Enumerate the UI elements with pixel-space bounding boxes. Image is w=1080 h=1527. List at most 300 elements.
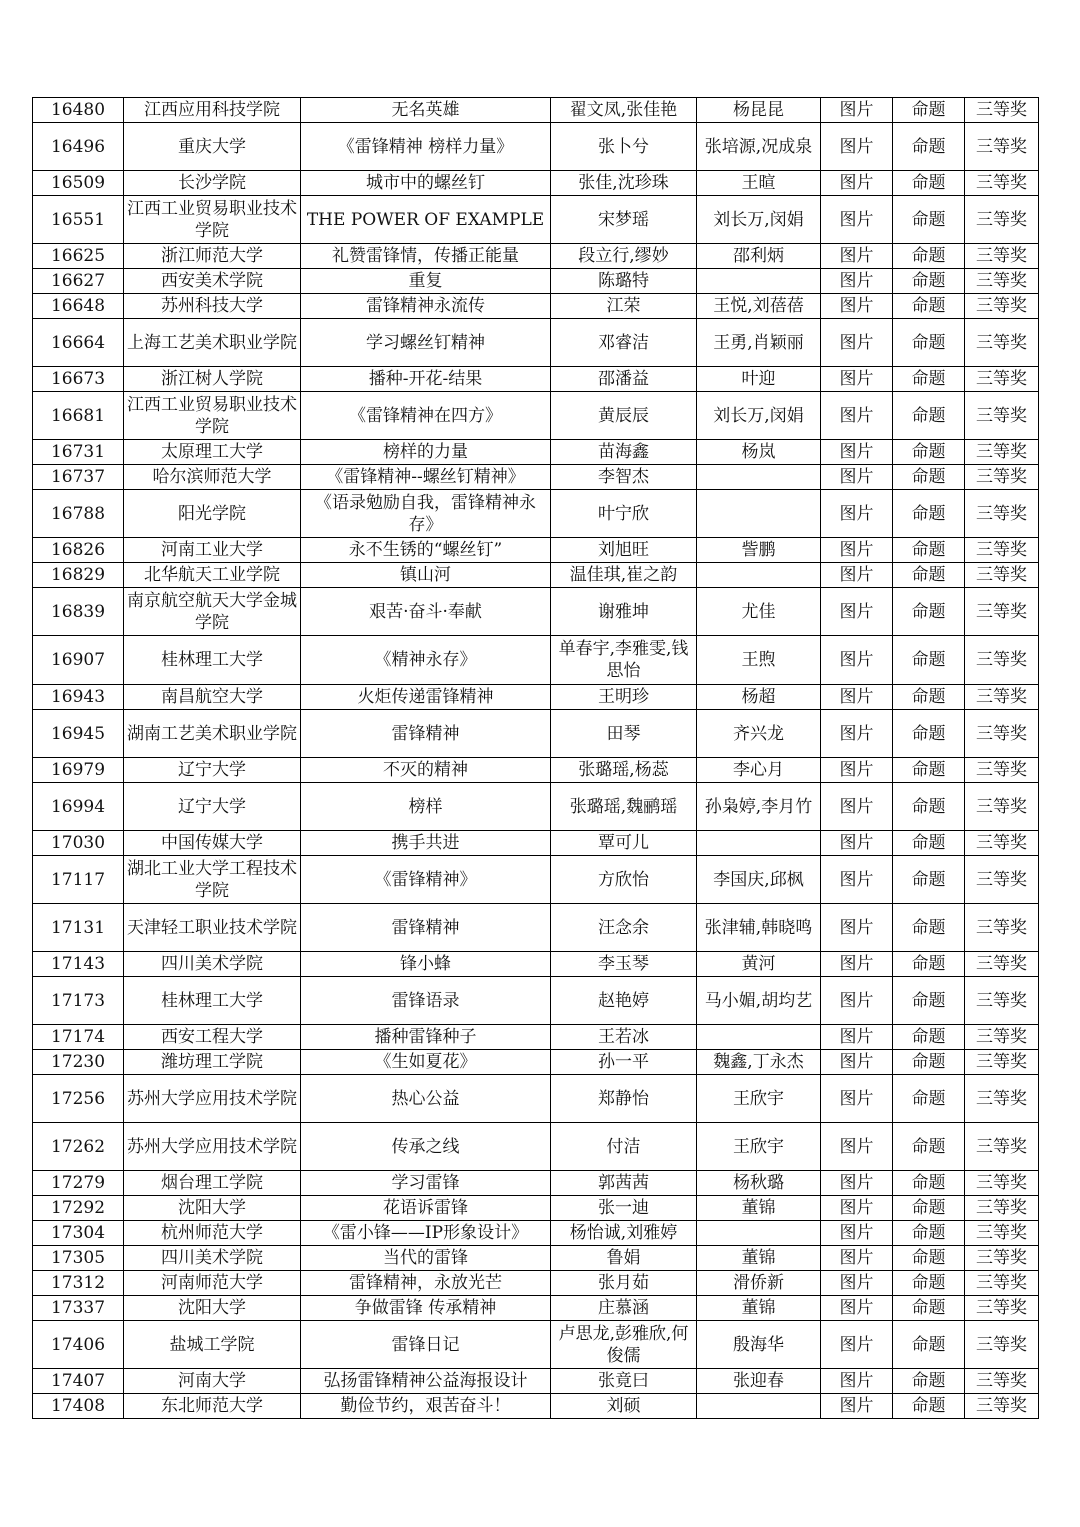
award-cell: 三等奖 xyxy=(965,1075,1039,1123)
award-cell: 三等奖 xyxy=(965,392,1039,440)
award-cell: 三等奖 xyxy=(965,367,1039,392)
award-cell: 三等奖 xyxy=(965,831,1039,856)
advisor-cell: 訾鹏 xyxy=(697,538,821,563)
title-cell: 榜样 xyxy=(301,783,551,831)
title-cell: 雷锋精神，永放光芒 xyxy=(301,1271,551,1296)
award-cell: 三等奖 xyxy=(965,1171,1039,1196)
award-cell: 三等奖 xyxy=(965,319,1039,367)
entry-id-cell: 16994 xyxy=(33,783,124,831)
advisor-cell xyxy=(697,1394,821,1419)
award-cell: 三等奖 xyxy=(965,269,1039,294)
title-cell: 热心公益 xyxy=(301,1075,551,1123)
type-cell: 命题 xyxy=(893,710,965,758)
type-cell: 命题 xyxy=(893,831,965,856)
category-cell: 图片 xyxy=(821,244,893,269)
author-cell: 江荣 xyxy=(551,294,697,319)
title-cell: 重复 xyxy=(301,269,551,294)
author-cell: 王若冰 xyxy=(551,1025,697,1050)
school-cell: 杭州师范大学 xyxy=(124,1221,301,1246)
advisor-cell xyxy=(697,831,821,856)
table-row xyxy=(33,1075,1039,1123)
entry-id-cell: 16551 xyxy=(33,196,124,244)
advisor-cell: 杨岚 xyxy=(697,440,821,465)
type-cell: 命题 xyxy=(893,783,965,831)
school-cell: 潍坊理工学院 xyxy=(124,1050,301,1075)
entry-id-cell: 17408 xyxy=(33,1394,124,1419)
advisor-cell: 李心月 xyxy=(697,758,821,783)
entry-id-cell: 17305 xyxy=(33,1246,124,1271)
author-cell: 刘旭旺 xyxy=(551,538,697,563)
category-cell: 图片 xyxy=(821,294,893,319)
author-cell: 邵潘益 xyxy=(551,367,697,392)
advisor-cell: 李国庆,邱枫 xyxy=(697,856,821,904)
title-cell: 学习雷锋 xyxy=(301,1171,551,1196)
type-cell: 命题 xyxy=(893,1271,965,1296)
award-cell: 三等奖 xyxy=(965,710,1039,758)
table-row xyxy=(33,1171,1039,1196)
type-cell: 命题 xyxy=(893,440,965,465)
title-cell: 锋小蜂 xyxy=(301,952,551,977)
category-cell: 图片 xyxy=(821,1369,893,1394)
title-cell: 火炬传递雷锋精神 xyxy=(301,685,551,710)
school-cell: 浙江师范大学 xyxy=(124,244,301,269)
category-cell: 图片 xyxy=(821,1271,893,1296)
award-cell: 三等奖 xyxy=(965,1050,1039,1075)
category-cell: 图片 xyxy=(821,1321,893,1369)
table-row xyxy=(33,952,1039,977)
table-row xyxy=(33,294,1039,319)
category-cell: 图片 xyxy=(821,490,893,538)
type-cell: 命题 xyxy=(893,294,965,319)
advisor-cell: 尤佳 xyxy=(697,588,821,636)
author-cell: 郑静怡 xyxy=(551,1075,697,1123)
award-cell: 三等奖 xyxy=(965,538,1039,563)
type-cell: 命题 xyxy=(893,490,965,538)
entry-id-cell: 16480 xyxy=(33,98,124,123)
award-cell: 三等奖 xyxy=(965,171,1039,196)
type-cell: 命题 xyxy=(893,1369,965,1394)
author-cell: 赵艳婷 xyxy=(551,977,697,1025)
table-row xyxy=(33,1321,1039,1369)
table-row xyxy=(33,1369,1039,1394)
school-cell: 四川美术学院 xyxy=(124,952,301,977)
type-cell: 命题 xyxy=(893,1171,965,1196)
type-cell: 命题 xyxy=(893,1123,965,1171)
entry-id-cell: 16945 xyxy=(33,710,124,758)
school-cell: 苏州科技大学 xyxy=(124,294,301,319)
category-cell: 图片 xyxy=(821,904,893,952)
author-cell: 苗海鑫 xyxy=(551,440,697,465)
title-cell: 勤俭节约，艰苦奋斗！ xyxy=(301,1394,551,1419)
entry-id-cell: 17292 xyxy=(33,1196,124,1221)
title-cell: 礼赞雷锋情，传播正能量 xyxy=(301,244,551,269)
table-row xyxy=(33,1050,1039,1075)
author-cell: 汪念余 xyxy=(551,904,697,952)
title-cell: 弘扬雷锋精神公益海报设计 xyxy=(301,1369,551,1394)
type-cell: 命题 xyxy=(893,1196,965,1221)
advisor-cell xyxy=(697,490,821,538)
title-cell: 城市中的螺丝钉 xyxy=(301,171,551,196)
school-cell: 南昌航空大学 xyxy=(124,685,301,710)
title-cell: 《雷锋精神 榜样力量》 xyxy=(301,123,551,171)
award-cell: 三等奖 xyxy=(965,1123,1039,1171)
type-cell: 命题 xyxy=(893,685,965,710)
table-row xyxy=(33,196,1039,244)
award-cell: 三等奖 xyxy=(965,1394,1039,1419)
type-cell: 命题 xyxy=(893,1246,965,1271)
type-cell: 命题 xyxy=(893,588,965,636)
award-cell: 三等奖 xyxy=(965,196,1039,244)
advisor-cell: 邵利炳 xyxy=(697,244,821,269)
advisor-cell: 黄河 xyxy=(697,952,821,977)
type-cell: 命题 xyxy=(893,171,965,196)
category-cell: 图片 xyxy=(821,1123,893,1171)
entry-id-cell: 16673 xyxy=(33,367,124,392)
category-cell: 图片 xyxy=(821,1075,893,1123)
advisor-cell: 王欣宇 xyxy=(697,1075,821,1123)
advisor-cell: 殷海华 xyxy=(697,1321,821,1369)
table-row xyxy=(33,1296,1039,1321)
school-cell: 湖北工业大学工程技术学院 xyxy=(124,856,301,904)
entry-id-cell: 16496 xyxy=(33,123,124,171)
school-cell: 四川美术学院 xyxy=(124,1246,301,1271)
advisor-cell: 董锦 xyxy=(697,1296,821,1321)
table-row xyxy=(33,563,1039,588)
award-cell: 三等奖 xyxy=(965,98,1039,123)
table-row xyxy=(33,1394,1039,1419)
advisor-cell: 张津辅,韩晓鸣 xyxy=(697,904,821,952)
table-row xyxy=(33,98,1039,123)
category-cell: 图片 xyxy=(821,1394,893,1419)
award-cell: 三等奖 xyxy=(965,1221,1039,1246)
type-cell: 命题 xyxy=(893,367,965,392)
entry-id-cell: 17030 xyxy=(33,831,124,856)
author-cell: 张卜兮 xyxy=(551,123,697,171)
entry-id-cell: 17230 xyxy=(33,1050,124,1075)
title-cell: 永不生锈的“螺丝钉” xyxy=(301,538,551,563)
author-cell: 谢雅坤 xyxy=(551,588,697,636)
author-cell: 付洁 xyxy=(551,1123,697,1171)
author-cell: 叶宁欣 xyxy=(551,490,697,538)
type-cell: 命题 xyxy=(893,319,965,367)
table-row xyxy=(33,904,1039,952)
author-cell: 张竟曰 xyxy=(551,1369,697,1394)
author-cell: 李玉琴 xyxy=(551,952,697,977)
entry-id-cell: 16731 xyxy=(33,440,124,465)
type-cell: 命题 xyxy=(893,904,965,952)
advisor-cell xyxy=(697,563,821,588)
type-cell: 命题 xyxy=(893,1221,965,1246)
author-cell: 宋梦瑶 xyxy=(551,196,697,244)
category-cell: 图片 xyxy=(821,758,893,783)
table-row xyxy=(33,1123,1039,1171)
title-cell: 雷锋语录 xyxy=(301,977,551,1025)
title-cell: 当代的雷锋 xyxy=(301,1246,551,1271)
entry-id-cell: 17312 xyxy=(33,1271,124,1296)
author-cell: 王明珍 xyxy=(551,685,697,710)
type-cell: 命题 xyxy=(893,1321,965,1369)
entry-id-cell: 16943 xyxy=(33,685,124,710)
advisor-cell: 杨超 xyxy=(697,685,821,710)
author-cell: 邓睿洁 xyxy=(551,319,697,367)
author-cell: 方欣怡 xyxy=(551,856,697,904)
advisor-cell: 刘长万,闵娟 xyxy=(697,392,821,440)
award-cell: 三等奖 xyxy=(965,1246,1039,1271)
title-cell: 《雷锋精神在四方》 xyxy=(301,392,551,440)
advisor-cell: 刘长万,闵娟 xyxy=(697,196,821,244)
category-cell: 图片 xyxy=(821,977,893,1025)
school-cell: 苏州大学应用技术学院 xyxy=(124,1075,301,1123)
school-cell: 重庆大学 xyxy=(124,123,301,171)
category-cell: 图片 xyxy=(821,98,893,123)
table-row xyxy=(33,392,1039,440)
school-cell: 西安美术学院 xyxy=(124,269,301,294)
title-cell: 学习螺丝钉精神 xyxy=(301,319,551,367)
school-cell: 北华航天工业学院 xyxy=(124,563,301,588)
table-row xyxy=(33,856,1039,904)
category-cell: 图片 xyxy=(821,563,893,588)
author-cell: 刘硕 xyxy=(551,1394,697,1419)
school-cell: 沈阳大学 xyxy=(124,1296,301,1321)
award-cell: 三等奖 xyxy=(965,244,1039,269)
type-cell: 命题 xyxy=(893,465,965,490)
title-cell: 携手共进 xyxy=(301,831,551,856)
advisor-cell: 王暄 xyxy=(697,171,821,196)
award-cell: 三等奖 xyxy=(965,758,1039,783)
school-cell: 江西应用科技学院 xyxy=(124,98,301,123)
type-cell: 命题 xyxy=(893,392,965,440)
advisor-cell: 王勇,肖颖丽 xyxy=(697,319,821,367)
entry-id-cell: 16826 xyxy=(33,538,124,563)
author-cell: 田琴 xyxy=(551,710,697,758)
school-cell: 辽宁大学 xyxy=(124,783,301,831)
table-row xyxy=(33,465,1039,490)
advisor-cell: 孙枭婷,李月竹 xyxy=(697,783,821,831)
award-cell: 三等奖 xyxy=(965,123,1039,171)
advisor-cell: 张培源,况成泉 xyxy=(697,123,821,171)
entry-id-cell: 16625 xyxy=(33,244,124,269)
table-row xyxy=(33,588,1039,636)
entry-id-cell: 17279 xyxy=(33,1171,124,1196)
school-cell: 天津轻工职业技术学院 xyxy=(124,904,301,952)
category-cell: 图片 xyxy=(821,123,893,171)
author-cell: 覃可儿 xyxy=(551,831,697,856)
table-row xyxy=(33,1271,1039,1296)
advisor-cell xyxy=(697,465,821,490)
category-cell: 图片 xyxy=(821,1025,893,1050)
author-cell: 庄慕涵 xyxy=(551,1296,697,1321)
entry-id-cell: 17117 xyxy=(33,856,124,904)
type-cell: 命题 xyxy=(893,952,965,977)
title-cell: 《语录勉励自我，雷锋精神永存》 xyxy=(301,490,551,538)
author-cell: 张一迪 xyxy=(551,1196,697,1221)
school-cell: 哈尔滨师范大学 xyxy=(124,465,301,490)
school-cell: 江西工业贸易职业技术学院 xyxy=(124,196,301,244)
title-cell: 《雷锋精神》 xyxy=(301,856,551,904)
award-cell: 三等奖 xyxy=(965,465,1039,490)
table-row xyxy=(33,440,1039,465)
advisor-cell: 王悦,刘蓓蓓 xyxy=(697,294,821,319)
award-cell: 三等奖 xyxy=(965,856,1039,904)
award-cell: 三等奖 xyxy=(965,563,1039,588)
table-row xyxy=(33,636,1039,685)
author-cell: 张月茹 xyxy=(551,1271,697,1296)
advisor-cell: 张迎春 xyxy=(697,1369,821,1394)
title-cell: 《精神永存》 xyxy=(301,636,551,685)
table-row xyxy=(33,685,1039,710)
advisor-cell xyxy=(697,1221,821,1246)
advisor-cell: 杨秋璐 xyxy=(697,1171,821,1196)
school-cell: 中国传媒大学 xyxy=(124,831,301,856)
author-cell: 黄辰辰 xyxy=(551,392,697,440)
author-cell: 张佳,沈珍珠 xyxy=(551,171,697,196)
school-cell: 烟台理工学院 xyxy=(124,1171,301,1196)
award-cell: 三等奖 xyxy=(965,636,1039,685)
category-cell: 图片 xyxy=(821,1246,893,1271)
award-cell: 三等奖 xyxy=(965,952,1039,977)
title-cell: 艰苦·奋斗·奉献 xyxy=(301,588,551,636)
category-cell: 图片 xyxy=(821,856,893,904)
advisor-cell: 杨昆昆 xyxy=(697,98,821,123)
school-cell: 盐城工学院 xyxy=(124,1321,301,1369)
school-cell: 西安工程大学 xyxy=(124,1025,301,1050)
author-cell: 卢思龙,彭雅欣,何俊儒 xyxy=(551,1321,697,1369)
title-cell: 传承之线 xyxy=(301,1123,551,1171)
title-cell: 雷锋精神永流传 xyxy=(301,294,551,319)
type-cell: 命题 xyxy=(893,269,965,294)
advisor-cell: 滑侨新 xyxy=(697,1271,821,1296)
entry-id-cell: 16681 xyxy=(33,392,124,440)
title-cell: 争做雷锋 传承精神 xyxy=(301,1296,551,1321)
author-cell: 翟文凤,张佳艳 xyxy=(551,98,697,123)
table-row xyxy=(33,244,1039,269)
table-row xyxy=(33,1221,1039,1246)
author-cell: 鲁娟 xyxy=(551,1246,697,1271)
entry-id-cell: 17256 xyxy=(33,1075,124,1123)
advisor-cell xyxy=(697,269,821,294)
advisor-cell: 马小媚,胡均艺 xyxy=(697,977,821,1025)
category-cell: 图片 xyxy=(821,588,893,636)
category-cell: 图片 xyxy=(821,783,893,831)
title-cell: 雷锋精神 xyxy=(301,904,551,952)
table-row xyxy=(33,269,1039,294)
awards-table xyxy=(32,97,1039,1419)
author-cell: 李智杰 xyxy=(551,465,697,490)
advisor-cell: 董锦 xyxy=(697,1196,821,1221)
category-cell: 图片 xyxy=(821,710,893,758)
school-cell: 浙江树人学院 xyxy=(124,367,301,392)
type-cell: 命题 xyxy=(893,196,965,244)
school-cell: 沈阳大学 xyxy=(124,1196,301,1221)
advisor-cell: 王欣宇 xyxy=(697,1123,821,1171)
title-cell: 不灭的精神 xyxy=(301,758,551,783)
author-cell: 单春宇,李雅雯,钱思怡 xyxy=(551,636,697,685)
category-cell: 图片 xyxy=(821,538,893,563)
school-cell: 南京航空航天大学金城学院 xyxy=(124,588,301,636)
author-cell: 陈璐特 xyxy=(551,269,697,294)
category-cell: 图片 xyxy=(821,319,893,367)
category-cell: 图片 xyxy=(821,952,893,977)
title-cell: 《生如夏花》 xyxy=(301,1050,551,1075)
author-cell: 郭茜茜 xyxy=(551,1171,697,1196)
table-row xyxy=(33,783,1039,831)
school-cell: 桂林理工大学 xyxy=(124,636,301,685)
award-cell: 三等奖 xyxy=(965,1025,1039,1050)
type-cell: 命题 xyxy=(893,1025,965,1050)
advisor-cell: 叶迎 xyxy=(697,367,821,392)
type-cell: 命题 xyxy=(893,1075,965,1123)
type-cell: 命题 xyxy=(893,1394,965,1419)
category-cell: 图片 xyxy=(821,1196,893,1221)
award-cell: 三等奖 xyxy=(965,783,1039,831)
advisor-cell: 王煦 xyxy=(697,636,821,685)
school-cell: 上海工艺美术职业学院 xyxy=(124,319,301,367)
award-cell: 三等奖 xyxy=(965,1369,1039,1394)
category-cell: 图片 xyxy=(821,831,893,856)
school-cell: 桂林理工大学 xyxy=(124,977,301,1025)
table-row xyxy=(33,758,1039,783)
table-row xyxy=(33,710,1039,758)
category-cell: 图片 xyxy=(821,196,893,244)
table-row xyxy=(33,1246,1039,1271)
award-cell: 三等奖 xyxy=(965,977,1039,1025)
category-cell: 图片 xyxy=(821,1171,893,1196)
category-cell: 图片 xyxy=(821,440,893,465)
category-cell: 图片 xyxy=(821,465,893,490)
school-cell: 河南工业大学 xyxy=(124,538,301,563)
entry-id-cell: 16664 xyxy=(33,319,124,367)
award-cell: 三等奖 xyxy=(965,1196,1039,1221)
table-row xyxy=(33,490,1039,538)
entry-id-cell: 17131 xyxy=(33,904,124,952)
award-cell: 三等奖 xyxy=(965,1321,1039,1369)
entry-id-cell: 17406 xyxy=(33,1321,124,1369)
category-cell: 图片 xyxy=(821,269,893,294)
title-cell: 播种-开花-结果 xyxy=(301,367,551,392)
type-cell: 命题 xyxy=(893,1296,965,1321)
entry-id-cell: 16829 xyxy=(33,563,124,588)
entry-id-cell: 16979 xyxy=(33,758,124,783)
school-cell: 辽宁大学 xyxy=(124,758,301,783)
award-cell: 三等奖 xyxy=(965,1271,1039,1296)
award-cell: 三等奖 xyxy=(965,490,1039,538)
award-cell: 三等奖 xyxy=(965,294,1039,319)
author-cell: 杨怡诚,刘雅婷 xyxy=(551,1221,697,1246)
awards-table-body xyxy=(33,98,1039,1419)
entry-id-cell: 16839 xyxy=(33,588,124,636)
author-cell: 温佳琪,崔之韵 xyxy=(551,563,697,588)
type-cell: 命题 xyxy=(893,123,965,171)
type-cell: 命题 xyxy=(893,636,965,685)
award-cell: 三等奖 xyxy=(965,685,1039,710)
type-cell: 命题 xyxy=(893,98,965,123)
title-cell: 无名英雄 xyxy=(301,98,551,123)
entry-id-cell: 16627 xyxy=(33,269,124,294)
entry-id-cell: 16737 xyxy=(33,465,124,490)
type-cell: 命题 xyxy=(893,538,965,563)
type-cell: 命题 xyxy=(893,563,965,588)
category-cell: 图片 xyxy=(821,392,893,440)
award-cell: 三等奖 xyxy=(965,904,1039,952)
table-row xyxy=(33,1196,1039,1221)
advisor-cell: 董锦 xyxy=(697,1246,821,1271)
type-cell: 命题 xyxy=(893,856,965,904)
table-row xyxy=(33,367,1039,392)
advisor-cell xyxy=(697,1025,821,1050)
table-row xyxy=(33,831,1039,856)
table-row xyxy=(33,319,1039,367)
category-cell: 图片 xyxy=(821,367,893,392)
